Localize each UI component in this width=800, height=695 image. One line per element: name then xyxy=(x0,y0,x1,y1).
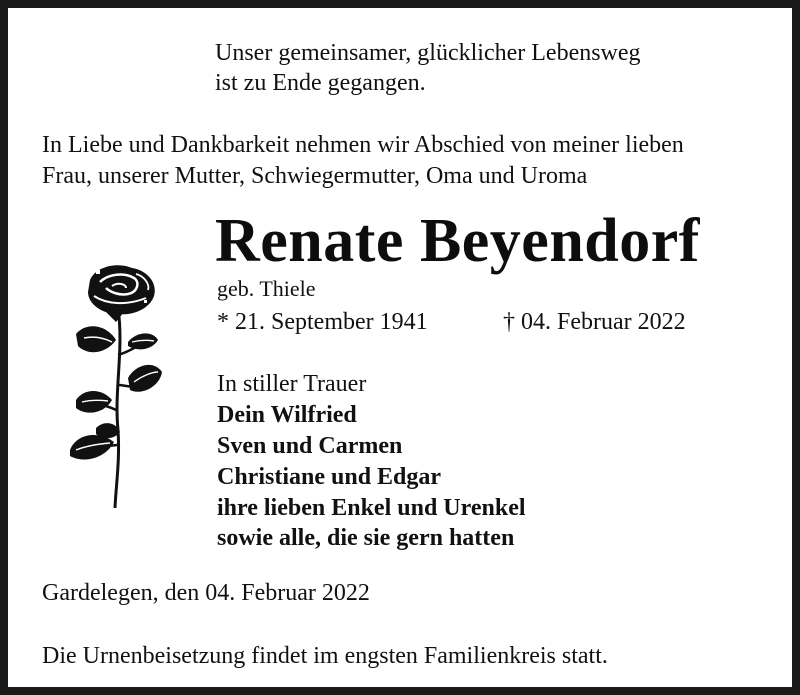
mourner-line: Dein Wilfried xyxy=(217,402,357,428)
rose-icon xyxy=(66,260,176,512)
funeral-note: Die Urnenbeisetzung findet im engsten Familienkreis statt. xyxy=(42,643,608,669)
mourner-line: ihre lieben Enkel und Urenkel xyxy=(217,495,526,521)
mourners-intro: In stiller Trauer xyxy=(217,371,367,397)
mourner-line: sowie alle, die sie gern hatten xyxy=(217,525,515,551)
mourner-line: Sven und Carmen xyxy=(217,433,403,459)
maiden-name: geb. Thiele xyxy=(217,276,316,301)
mourner-line: Christiane und Edgar xyxy=(217,464,442,490)
place-date: Gardelegen, den 04. Februar 2022 xyxy=(42,580,370,606)
death-date: † 04. Februar 2022 xyxy=(503,309,686,335)
intro-line-2: ist zu Ende gegangen. xyxy=(215,70,426,96)
deceased-name: Renate Beyendorf xyxy=(215,207,700,275)
farewell-line-2: Frau, unserer Mutter, Schwiegermutter, Oma und Uroma xyxy=(42,163,588,189)
farewell-line-1: In Liebe und Dankbarkeit nehmen wir Abschied von meiner lieben xyxy=(42,132,684,158)
birth-date: * 21. September 1941 xyxy=(217,309,428,335)
intro-line-1: Unser gemeinsamer, glücklicher Lebensweg xyxy=(215,40,641,66)
